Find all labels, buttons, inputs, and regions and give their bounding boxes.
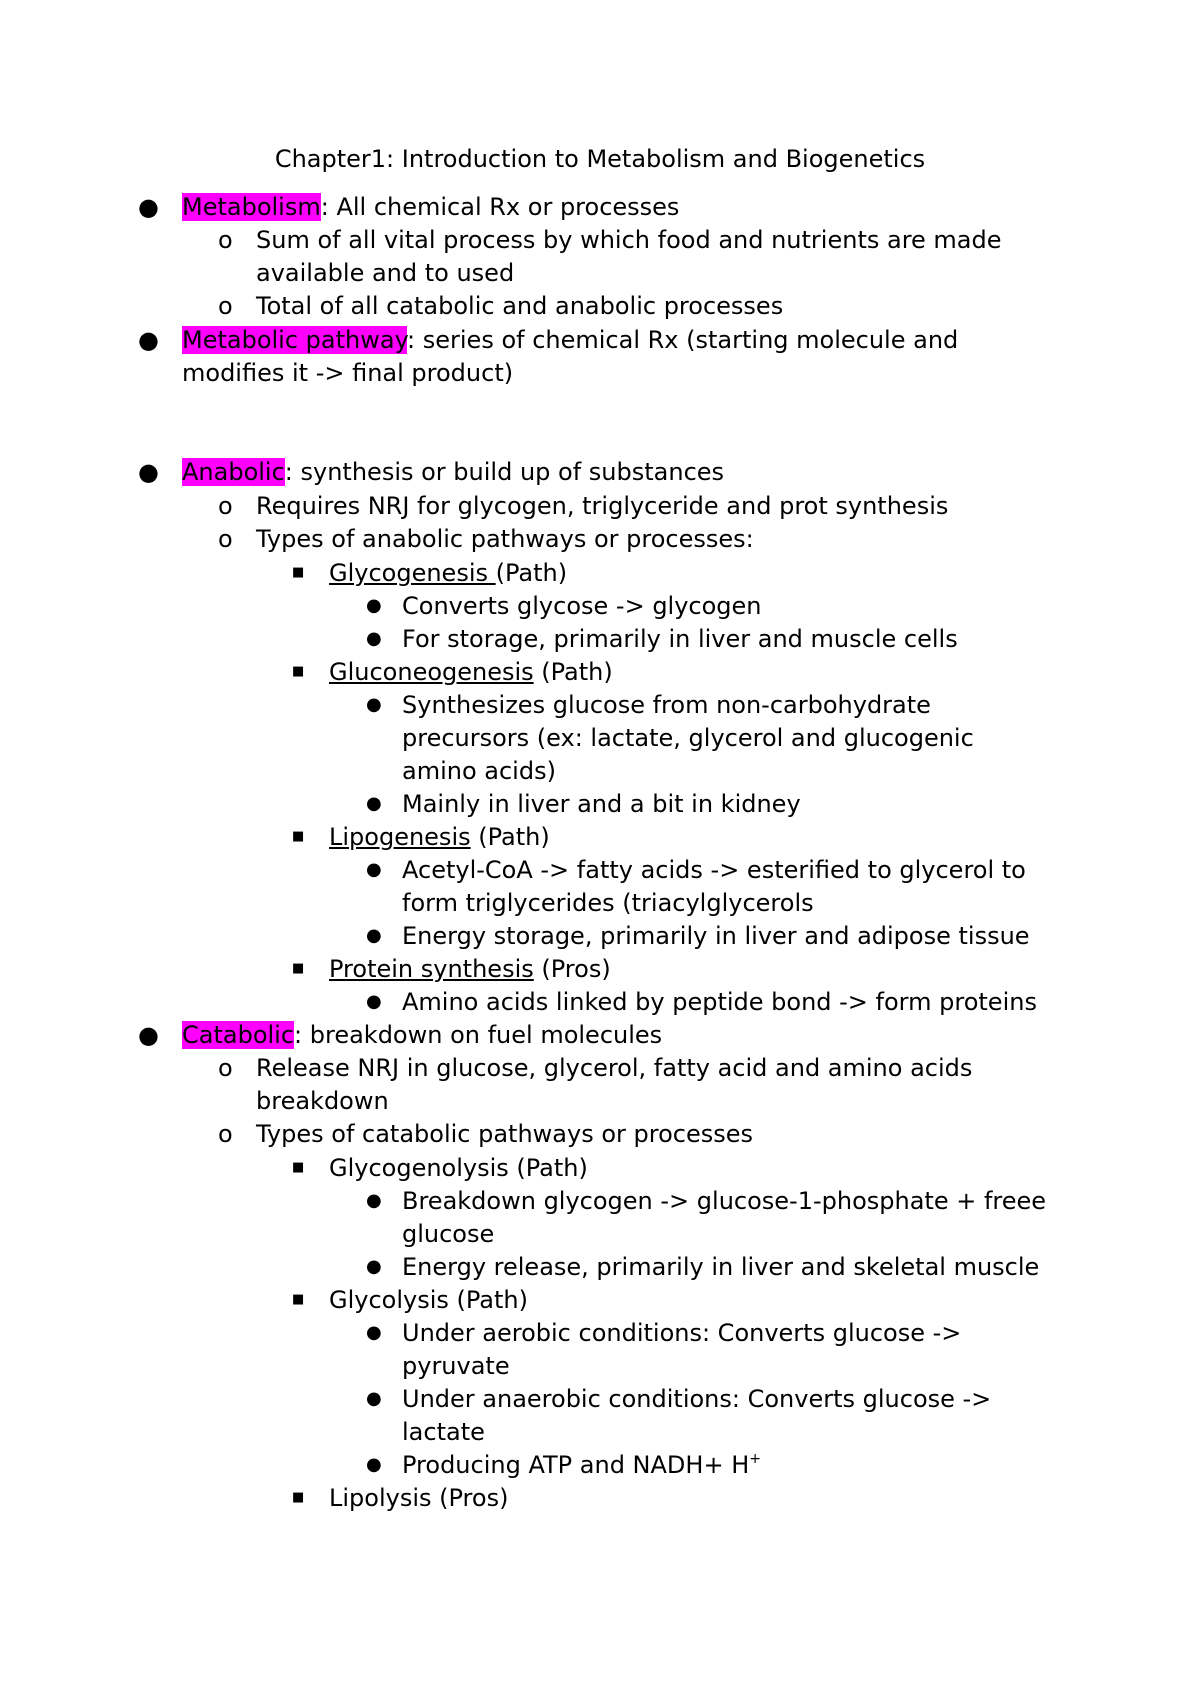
square-bullet-icon: ■ <box>292 1160 305 1175</box>
list-item-gluconeogenesis <box>329 655 613 689</box>
list-item-text: Amino acids linked by peptide bond -> form proteins <box>402 988 1037 1016</box>
bullet-icon: ● <box>366 1322 382 1343</box>
list-item-text: Synthesizes glucose from non-carbohydrate <box>402 691 931 719</box>
pathway-tag: (Pros) <box>533 955 611 983</box>
bullet-icon: ● <box>366 991 382 1012</box>
list-item-text: form triglycerides (triacylglycerols <box>402 889 814 917</box>
bullet-icon: ● <box>138 458 159 486</box>
circle-bullet-icon: o <box>218 1120 233 1148</box>
list-item-text: Breakdown glycogen -> glucose-1-phosphate + freee <box>402 1187 1047 1215</box>
list-item-metabolic-pathway <box>182 323 958 357</box>
list-item-text: Energy release, primarily in liver and skeletal muscle <box>402 1253 1040 1281</box>
list-item-protein-synthesis <box>329 952 611 986</box>
list-item-text: Energy storage, primarily in liver and adipose tissue <box>402 922 1030 950</box>
list-item-glycolysis: Glycolysis (Path) <box>329 1286 528 1314</box>
highlighted-term: Catabolic <box>182 1021 295 1049</box>
list-item-text: For storage, primarily in liver and muscle cells <box>402 625 958 653</box>
bullet-icon: ● <box>366 1190 382 1211</box>
list-item-text: available and to used <box>256 259 515 287</box>
bullet-icon: ● <box>366 859 382 880</box>
list-item-text: pyruvate <box>402 1352 510 1380</box>
pathway-name: Lipogenesis <box>329 823 471 851</box>
square-bullet-icon: ■ <box>292 664 305 679</box>
definition-text: : synthesis or build up of substances <box>284 458 725 486</box>
bullet-icon: ● <box>366 1454 382 1475</box>
bullet-icon: ● <box>366 1256 382 1277</box>
definition-text: : breakdown on fuel molecules <box>294 1021 663 1049</box>
circle-bullet-icon: o <box>218 525 233 553</box>
highlighted-term: Metabolic pathway <box>182 326 408 354</box>
list-item-text: Sum of all vital process by which food and nutrients are made <box>256 226 1002 254</box>
list-item-text: Total of all catabolic and anabolic processes <box>256 292 784 320</box>
bullet-icon: ● <box>366 595 382 616</box>
bullet-icon: ● <box>366 793 382 814</box>
bullet-icon: ● <box>366 1388 382 1409</box>
highlighted-term: Anabolic <box>182 458 285 486</box>
superscript: + <box>749 1451 761 1467</box>
circle-bullet-icon: o <box>218 1054 233 1082</box>
pathway-name: Gluconeogenesis <box>329 658 534 686</box>
list-item-text: lactate <box>402 1418 485 1446</box>
pathway-tag: (Path) <box>533 658 613 686</box>
list-item-text: Under aerobic conditions: Converts glucose -> <box>402 1319 962 1347</box>
list-item-text: amino acids) <box>402 757 556 785</box>
pathway-tag: (Path) <box>495 559 568 587</box>
list-item-text: Converts glycose -> glycogen <box>402 592 762 620</box>
list-item-lipogenesis <box>329 820 550 854</box>
square-bullet-icon: ■ <box>292 565 305 580</box>
bullet-icon: ● <box>366 628 382 649</box>
list-item-text: Types of catabolic pathways or processes <box>256 1120 754 1148</box>
square-bullet-icon: ■ <box>292 961 305 976</box>
pathway-tag: (Path) <box>470 823 550 851</box>
list-item-atp <box>402 1448 761 1482</box>
definition-text: : All chemical Rx or processes <box>320 193 680 221</box>
definition-text: : series of chemical Rx (starting molecule and <box>407 326 959 354</box>
list-item-glycogenolysis: Glycogenolysis (Path) <box>329 1154 588 1182</box>
list-item-text: breakdown <box>256 1087 389 1115</box>
circle-bullet-icon: o <box>218 492 233 520</box>
square-bullet-icon: ■ <box>292 1490 305 1505</box>
square-bullet-icon: ■ <box>292 829 305 844</box>
list-item-lipolysis: Lipolysis (Pros) <box>329 1484 509 1512</box>
page-title: Chapter1: Introduction to Metabolism and Biogenetics <box>274 145 926 173</box>
list-item-metabolism <box>182 190 679 224</box>
highlighted-term: Metabolism <box>182 193 321 221</box>
list-item-anabolic <box>182 455 724 489</box>
bullet-icon: ● <box>138 1021 159 1049</box>
bullet-icon: ● <box>366 694 382 715</box>
bullet-icon: ● <box>366 925 382 946</box>
list-item-text: Types of anabolic pathways or processes: <box>256 525 754 553</box>
pathway-name: Protein synthesis <box>329 955 534 983</box>
list-item-text: Acetyl-CoA -> fatty acids -> esterified to glycerol to <box>402 856 1026 884</box>
circle-bullet-icon: o <box>218 226 233 254</box>
list-item-text: Requires NRJ for glycogen, triglyceride and prot synthesis <box>256 492 949 520</box>
list-item-text: glucose <box>402 1220 495 1248</box>
list-item-text: Mainly in liver and a bit in kidney <box>402 790 801 818</box>
list-item-text: modifies it -> final product) <box>182 359 514 387</box>
list-item-text: Release NRJ in glucose, glycerol, fatty acid and amino acids <box>256 1054 973 1082</box>
list-item-catabolic <box>182 1018 662 1052</box>
square-bullet-icon: ■ <box>292 1292 305 1307</box>
list-item-text: precursors (ex: lactate, glycerol and glucogenic <box>402 724 974 752</box>
list-item-glycogenesis <box>329 556 567 590</box>
pathway-name: Glycogenesis <box>329 559 496 587</box>
list-item-text: Producing ATP and NADH+ H <box>402 1451 750 1479</box>
bullet-icon: ● <box>138 326 159 354</box>
list-item-text: Under anaerobic conditions: Converts glucose -> <box>402 1385 992 1413</box>
bullet-icon: ● <box>138 193 159 221</box>
circle-bullet-icon: o <box>218 292 233 320</box>
